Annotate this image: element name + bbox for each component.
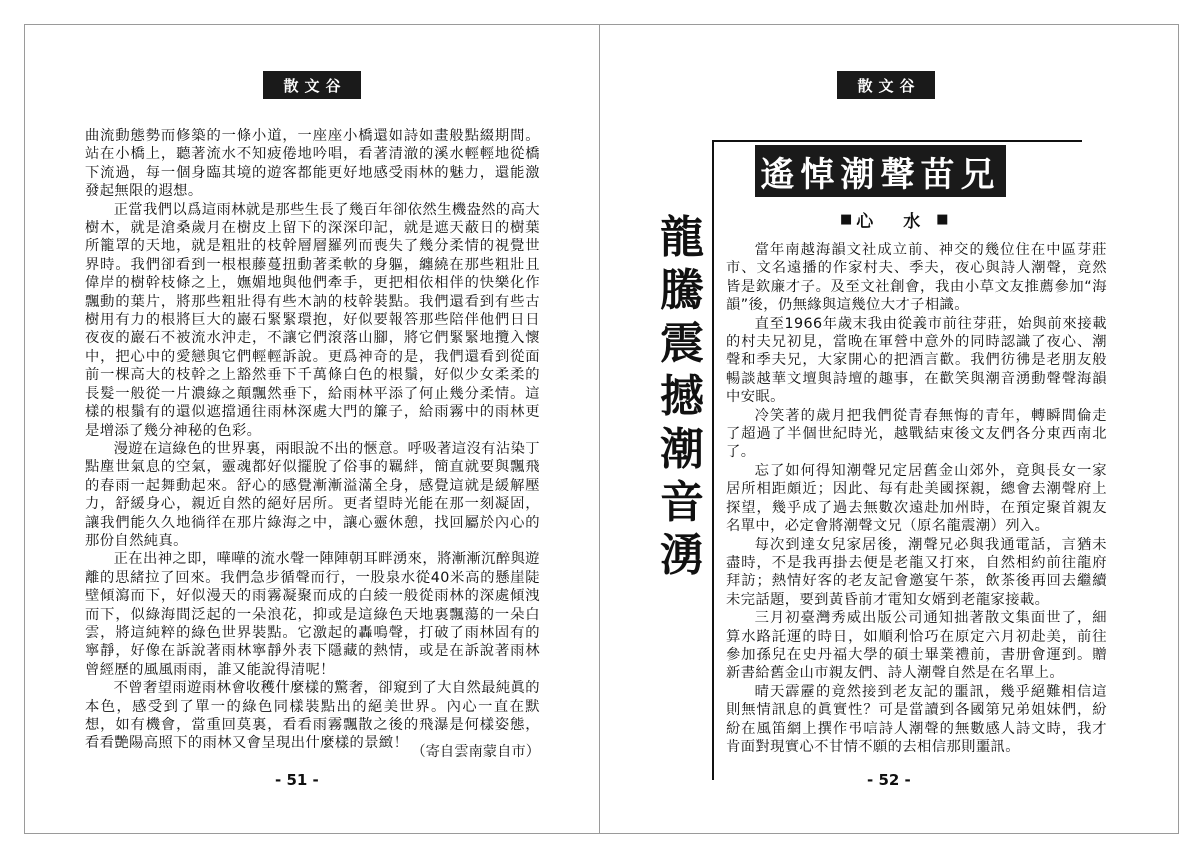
paragraph: 正當我們以爲這雨林就是那些生長了幾百年卻依然生機盎然的高大樹木，就是滄桑歲月在樹皮上留下的深深印記，就是遮天蔽日的樹葉所籠罩的天地，就是粗壯的枝幹層層羅列而喪失了幾分柔情的視覺世界時。我們卻看到一根根藤蔓扭動著柔軟的身軀，纏繞在那些粗壯且偉岸的樹幹枝條之上，嫵媚地與他們牽手，更把相依相伴的快樂化作飄動的葉片，將那些粗壯得有些木訥的枝幹裝點。我們還看到有些古樹用有力的根將巨大的巖石緊緊環抱，好似要報答那些陪伴他們日日夜夜的巖石不被流水沖走，不讓它們滾落山腳，將它們緊緊地攬入懷中，把心中的愛戀與它們輕輕訴說。更爲神奇的是，我們還看到從面前一棵高大的枝幹之上豁然垂下千萬條白色的根鬚，好似少女柔柔的長髮一般從一片濃綠之顛飄然垂下，給雨林平添了何止幾分柔情。這樣的根鬚有的還似遮擋通往雨林深處大門的簾子，給雨霧中的雨林更是增添了幾分神秘的色彩。 <box>85 201 540 439</box>
author-name: 心 水 <box>856 212 933 232</box>
author-byline <box>840 207 949 232</box>
byline-mark: ■ <box>936 212 949 227</box>
source-note: （寄自雲南蒙自市） <box>411 744 540 760</box>
paragraph: 晴天霹靂的竟然接到老友記的噩訊，幾乎絕難相信這則無情訊息的眞實性？可是當讀到各國第兄弟姐妹們，紛紛在風笛網上撰作弔唁詩人潮聲的無數感人詩文時，我才肯面對現實心不甘情不願的去相信那則噩訊。 <box>726 683 1107 755</box>
paragraph: 忘了如何得知潮聲兄定居舊金山郊外，竟與長女一家居所相距頗近；因此、每有赴美國探親，總會去潮聲府上探望，幾乎成了過去無數次遠赴加州時，在預定聚首親友名單中，必定會將潮聲文兄（原名龍震潮）列入。 <box>726 462 1107 535</box>
vertical-title-char: 龍 <box>660 212 704 263</box>
paragraph: 漫遊在這綠色的世界裏，兩眼說不出的愜意。呼吸著這沒有沾染丁點塵世氣息的空氣，靈魂都好似擺脫了俗事的羈絆，簡直就要與飄飛的春雨一起舞動起來。舒心的感覺漸漸溢滿全身，感覺這就是緩解壓力，舒緩身心，親近自然的絕好居所。更者望時光能在那一刻凝固，讓我們能久久地徜徉在那片綠海之中，讓心靈休憩，找回屬於內心的那份自然純真。 <box>85 440 540 549</box>
vertical-title-char: 湧 <box>660 530 704 581</box>
paragraph: 不曾奢望雨遊雨林會收穫什麼樣的驚奢，卻窺到了大自然最純眞的本色，感受到了單一的綠色同樣裝點出的絕美世界。內心一直在默想，如有機會，當重回莫裏，看看雨霧飄散之後的飛瀑是何樣姿態，看看艷陽高照下的雨林又會呈現出什麼樣的景緻！ <box>85 680 540 752</box>
paragraph: 曲流動態勢而修築的一條小道，一座座小橋還如詩如畫般點綴期間。站在小橋上，聽著流水不知疲倦地吟唱，看著清澈的溪水輕輕地從橋下流過，每一個身臨其境的遊客都能更好地感受雨林的魅力，還能激發起無限的遐想。 <box>85 128 540 200</box>
page-number: - 51 - <box>275 771 319 789</box>
paragraph: 當年南越海韻文社成立前、神交的幾位住在中區芽莊市、文名遠播的作家村夫、季夫，夜心與詩人潮聲，竟然皆是欽廉才子。及至文社創會，我由小草文友推薦參加“海韻”後，仍無緣與這幾位大才子相識。 <box>726 242 1107 314</box>
paragraph: 正在出神之即，嘩嘩的流水聲一陣陣朝耳畔湧來，將漸漸沉醉與遊離的思緒拉了回來。我們急步循聲而行，一股泉水從40米高的懸崖陡壁傾瀉而下，好似漫天的雨霧凝聚而成的白綾一般從雨林的深處傾洩而下，似綠海間泛起的一朵浪花，抑或是這綠色天地裏飄蕩的一朵白雲，將這純粹的綠色世界裝點。它激起的轟鳴聲，打破了雨林固有的寧靜，好像在訴說著雨林寧靜外表下隱藏的熱情，或是在訴說著雨林曾經歷的風風雨雨，誰又能說得清呢！ <box>85 551 540 678</box>
page-number: - 52 - <box>867 771 911 789</box>
vertical-title <box>652 211 712 582</box>
essay-body <box>85 127 540 753</box>
vertical-title-char: 騰 <box>660 265 704 316</box>
right-page <box>599 24 1179 834</box>
article-body <box>726 241 1107 756</box>
byline-mark: ■ <box>840 212 853 227</box>
left-page <box>24 24 600 834</box>
vertical-title-char: 震 <box>660 318 704 369</box>
paragraph: 每次到達女兒家居後，潮聲兄必與我通電話，言猶未盡時，不是我再掛去便是老龍又打來，自然相約前往龍府拜訪；熱情好客的老友記會邀宴午茶，飲茶後再回去繼續未完話題，要到黃昏前才電知女婿到老龍家接載。 <box>726 536 1107 608</box>
paragraph: 冷笑著的歲月把我們從青春無悔的青年，轉瞬間倫走了超過了半個世紀時光，越戰結束後文友們各分東西南北了。 <box>726 407 1107 461</box>
frame-top-rule <box>712 140 1082 142</box>
section-header: 散文谷 <box>837 71 935 99</box>
paragraph: 直至1966年歲末我由從義市前往芽莊，始與前來接載的村夫兄初見，當晚在軍營中意外的同時認識了夜心、潮聲和季夫兄，大家開心的把酒言歡。我們彷彿是老朋友般暢談越華文壇與詩壇的趣事，在歡笑與潮音湧動聲聲海韻中安眠。 <box>726 315 1107 406</box>
vertical-title-char: 潮 <box>660 424 704 475</box>
frame-left-rule <box>712 140 714 780</box>
section-header: 散文谷 <box>263 71 361 99</box>
paragraph: 三月初臺灣秀威出版公司通知拙著散文集面世了，細算水路託運的時日，如順利恰巧在原定六月初赴美，前往參加孫兒在史丹福大學的碩士畢業禮前，書册會運到。贈新書給舊金山市親友們、詩人潮聲自然是在名單上。 <box>726 610 1107 682</box>
article-title: 遙悼潮聲苗兄 <box>755 145 1006 197</box>
vertical-title-char: 撼 <box>660 371 704 422</box>
vertical-title-char: 音 <box>660 477 704 528</box>
